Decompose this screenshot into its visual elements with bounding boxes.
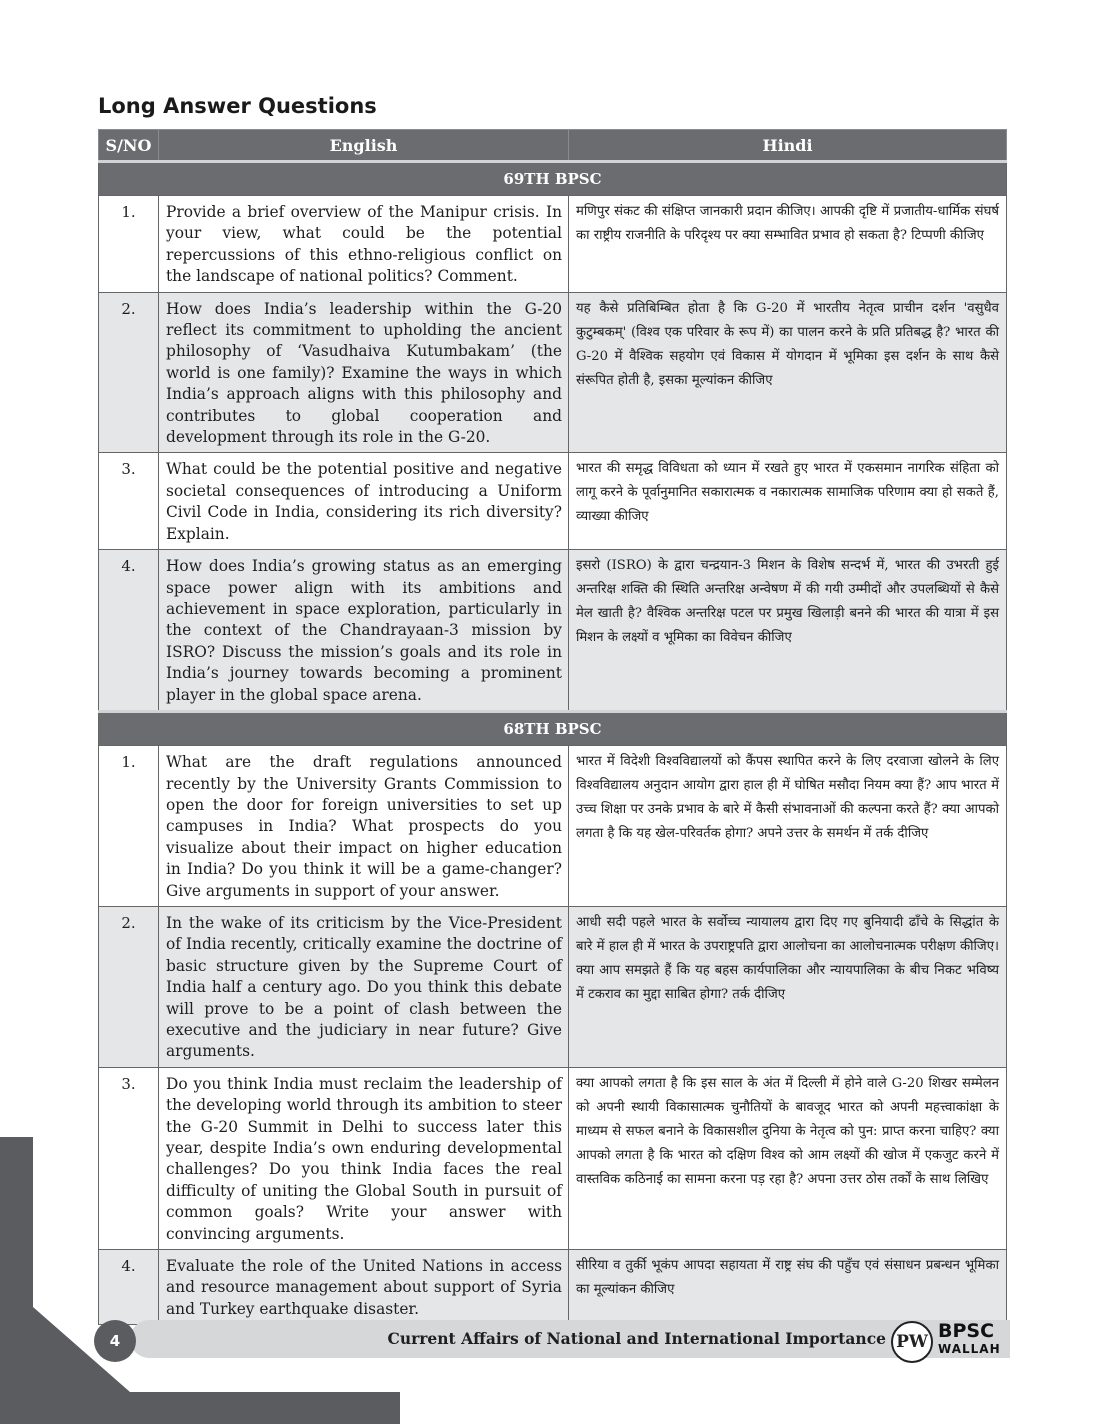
section-title: 69TH BPSC xyxy=(99,162,1007,196)
brand-logo-line1: BPSC xyxy=(938,1320,995,1342)
question-hindi: भारत की समृद्ध विविधता को ध्यान में रखते हुए भारत में एकसमान नागरिक संहिता को लागू करने के पूर्वानुमानित सकारात्मक व नकारात्मक सामाजिक परिणाम क्या हो सकते हैं, व्याख्या कीजिए xyxy=(569,453,1007,550)
question-english: In the wake of its criticism by the Vice-President of India recently, critically examine the doctrine of basic structure given by the Supreme Court of India half a century ago. Do you think this debate will prove to be a point of clash between the executive and the judiciary in near future? Give arguments. xyxy=(159,906,569,1067)
table-row xyxy=(99,746,1007,907)
row-number: 3. xyxy=(99,1067,159,1249)
table-row xyxy=(99,906,1007,1067)
table-row xyxy=(99,550,1007,712)
section-title: 68TH BPSC xyxy=(99,712,1007,746)
row-number: 4. xyxy=(99,1250,159,1325)
table-row xyxy=(99,196,1007,293)
footer-title: Current Affairs of National and International Importance xyxy=(387,1329,886,1348)
question-english: What are the draft regulations announced recently by the University Grants Commission to open the door for foreign universities to set up campuses in India? What prospects do you visualize about their impact on higher education in India? Do you think it will be a game-changer? Give arguments in support of your answer. xyxy=(159,746,569,907)
row-number: 1. xyxy=(99,746,159,907)
table-row xyxy=(99,453,1007,550)
question-english: How does India’s growing status as an emerging space power align with its ambitions and achievement in space exploration, particularly in the context of the Chandrayaan-3 mission by ISRO? Discuss the mission’s goals and its role in India’s journey towards becoming a prominent player in the global space arena. xyxy=(159,550,569,712)
question-hindi: यह कैसे प्रतिबिम्बित होता है कि G-20 में भारतीय नेतृत्व प्राचीन दर्शन 'वसुधैव कुटुम्बकम्' (विश्व एक परिवार के रूप में) का पालन करने के प्रति प्रतिबद्ध है? भारत की G-20 में वैश्विक सहयोग एवं विकास में योगदान में भूमिका इस दर्शन के साथ कैसे संरूपित होती है, इसका मूल्यांकन कीजिए xyxy=(569,292,1007,453)
column-header-sno: S/NO xyxy=(99,130,159,162)
page-number: 4 xyxy=(94,1320,136,1362)
brand-logo xyxy=(938,1322,1008,1355)
section-row-68th xyxy=(99,712,1007,746)
column-header-hindi: Hindi xyxy=(569,130,1007,162)
row-number: 1. xyxy=(99,196,159,293)
page-heading: Long Answer Questions xyxy=(98,94,377,118)
row-number: 2. xyxy=(99,292,159,453)
question-english: How does India’s leadership within the G-20 reflect its commitment to upholding the ancient philosophy of ‘Vasudhaiva Kutumbakam’ (the world is one family)? Examine the ways in which India’s approach aligns with this philosophy and contributes to global cooperation and development through its role in the G-20. xyxy=(159,292,569,453)
pw-logo-icon: PW xyxy=(891,1321,933,1363)
table-header-row xyxy=(99,130,1007,162)
row-number: 3. xyxy=(99,453,159,550)
row-number: 4. xyxy=(99,550,159,712)
row-number: 2. xyxy=(99,906,159,1067)
brand-logo-line2: WALLAH xyxy=(938,1342,1001,1356)
question-hindi: सीरिया व तुर्की भूकंप आपदा सहायता में राष्ट्र संघ की पहुँच एवं संसाधन प्रबन्धन भूमिका का मूल्यांकन कीजिए xyxy=(569,1250,1007,1325)
table-row xyxy=(99,292,1007,453)
question-hindi: इसरो (ISRO) के द्वारा चन्द्रयान-3 मिशन के विशेष सन्दर्भ में, भारत की उभरती हुई अन्तरिक्ष शक्ति की स्थिति अन्तरिक्ष अन्वेषण में की गयी उम्मीदों और उपलब्धियों से कैसे मेल खाती है? वैश्विक अन्तरिक्ष पटल पर प्रमुख खिलाड़ी बनने की भारत की यात्रा में इस मिशन के लक्ष्यों व भूमिका का विवेचन कीजिए xyxy=(569,550,1007,712)
section-row-69th xyxy=(99,162,1007,196)
question-hindi: भारत में विदेशी विश्वविद्यालयों को कैंपस स्थापित करने के लिए दरवाजा खोलने के लिए विश्वविद्यालय अनुदान आयोग द्वारा हाल ही में घोषित मसौदा नियम क्या हैं? आप भारत में उच्च शिक्षा पर उनके प्रभाव के बारे में कैसी संभावनाओं की कल्पना करते हैं? क्या आपको लगता है कि यह खेल-परिवर्तक होगा? अपने उत्तर के समर्थन में तर्क दीजिए xyxy=(569,746,1007,907)
question-english: Evaluate the role of the United Nations in access and resource management about support of Syria and Turkey earthquake disaster. xyxy=(159,1250,569,1325)
question-hindi: आधी सदी पहले भारत के सर्वोच्च न्यायालय द्वारा दिए गए बुनियादी ढाँचे के सिद्धांत के बारे में हाल ही में भारत के उपराष्ट्रपति द्वारा आलोचना का आलोचनात्मक परीक्षण कीजिए। क्या आप समझते हैं कि यह बहस कार्यपालिका और न्यायपालिका के बीच निकट भविष्य में टकराव का मुद्दा साबित होगा? तर्क दीजिए xyxy=(569,906,1007,1067)
question-hindi: क्या आपको लगता है कि इस साल के अंत में दिल्ली में होने वाले G-20 शिखर सम्मेलन को अपनी स्थायी विकासात्मक चुनौतियों के बावजूद भारत को अपनी महत्त्वाकांक्षा के माध्यम से सफल बनाने के विकासशील दुनिया के नेतृत्व को पुन: प्राप्त करना चाहिए? क्या आपको लगता है कि भारत को दक्षिण विश्व को आम लक्ष्यों की खोज में एकजुट करने में वास्तविक कठिनाई का सामना करना पड़ रहा है? अपना उत्तर ठोस तर्कों के साथ लिखिए xyxy=(569,1067,1007,1249)
question-english: What could be the potential positive and negative societal consequences of introducing a Uniform Civil Code in India, considering its rich diversity? Explain. xyxy=(159,453,569,550)
column-header-english: English xyxy=(159,130,569,162)
question-hindi: मणिपुर संकट की संक्षिप्त जानकारी प्रदान कीजिए। आपकी दृष्टि में प्रजातीय-धार्मिक संघर्ष का राष्ट्रीय राजनीति के परिदृश्य पर क्या सम्भावित प्रभाव हो सकता है? टिप्पणी कीजिए xyxy=(569,196,1007,293)
question-english: Provide a brief overview of the Manipur crisis. In your view, what could be the potential repercussions of this ethno-religious conflict on the landscape of national politics? Comment. xyxy=(159,196,569,293)
corner-decoration xyxy=(0,1137,400,1424)
question-english: Do you think India must reclaim the leadership of the developing world through its ambition to steer the G-20 Summit in Delhi to success later this year, despite India’s own enduring developmental challenges? Do you think India faces the real difficulty of uniting the Global South in pursuit of common goals? Write your answer with convincing arguments. xyxy=(159,1067,569,1249)
